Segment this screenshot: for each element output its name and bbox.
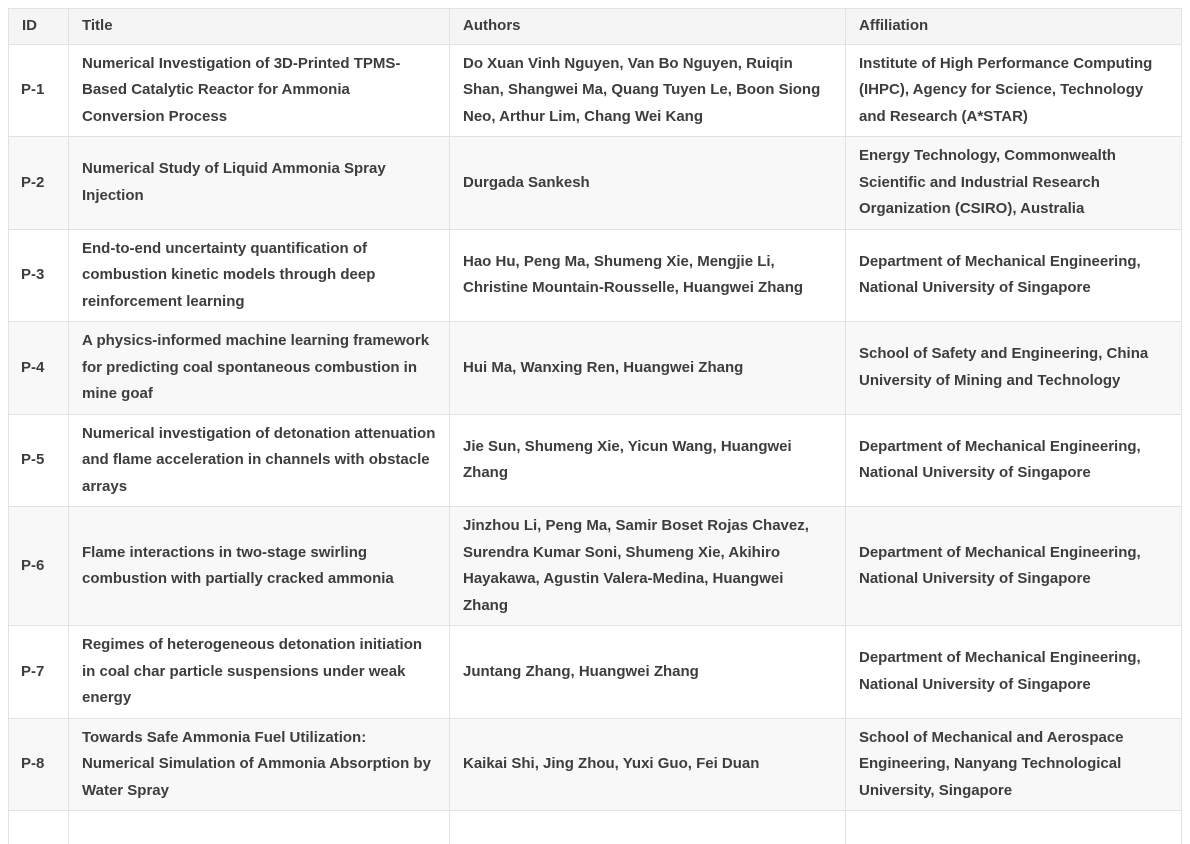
paper-id: P-5 [9,414,69,507]
table-row [9,626,1182,719]
paper-affiliation: Department of Mechanical Engineering, National University of Singapore [846,229,1182,322]
col-header-id: ID [9,9,69,45]
paper-affiliation: Department of Mechanical Engineering, National University of Singapore [846,507,1182,626]
paper-authors: Hui Ma, Wanxing Ren, Huangwei Zhang [450,322,846,415]
col-header-title: Title [69,9,450,45]
paper-title: Numerical investigation of detonation attenuation and flame acceleration in channels with obstacle arrays [69,414,450,507]
paper-id: P-1 [9,44,69,137]
paper-authors: Kaikai Shi, Jing Zhou, Yuxi Guo, Fei Duan [450,718,846,811]
paper-id: P-4 [9,322,69,415]
table-row [9,718,1182,811]
col-header-affiliation: Affiliation [846,9,1182,45]
paper-authors: Juntang Zhang, Huangwei Zhang [450,626,846,719]
paper-id: P-2 [9,137,69,230]
paper-affiliation: School of Safety and Engineering, China University of Mining and Technology [846,322,1182,415]
table-row [9,507,1182,626]
paper-authors: Hao Hu, Peng Ma, Shumeng Xie, Mengjie Li, Christine Mountain-Rousselle, Huangwei Zhang [450,229,846,322]
paper-authors: Jie Sun, Shumeng Xie, Yicun Wang, Huangwei Zhang [450,414,846,507]
table-row-partial [9,811,1182,844]
table-row [9,229,1182,322]
paper-title: Towards Safe Ammonia Fuel Utilization: Numerical Simulation of Ammonia Absorption by Water Spray [69,718,450,811]
paper-id [9,811,69,844]
paper-id: P-8 [9,718,69,811]
paper-title: Flame interactions in two-stage swirling combustion with partially cracked ammonia [69,507,450,626]
paper-affiliation: Energy Technology, Commonwealth Scientific and Industrial Research Organization (CSIRO), Australia [846,137,1182,230]
papers-table [8,8,1182,844]
table-row [9,137,1182,230]
paper-affiliation: Department of Mechanical Engineering, National University of Singapore [846,626,1182,719]
paper-id: P-6 [9,507,69,626]
paper-affiliation [846,811,1182,844]
paper-authors: Jinzhou Li, Peng Ma, Samir Boset Rojas Chavez, Surendra Kumar Soni, Shumeng Xie, Akihiro Hayakawa, Agustin Valera-Medina, Huangwei Zhang [450,507,846,626]
col-header-authors: Authors [450,9,846,45]
paper-authors: Do Xuan Vinh Nguyen, Van Bo Nguyen, Ruiqin Shan, Shangwei Ma, Quang Tuyen Le, Boon Siong Neo, Arthur Lim, Chang Wei Kang [450,44,846,137]
table-row [9,44,1182,137]
paper-authors [450,811,846,844]
header-row [9,9,1182,45]
paper-affiliation: Institute of High Performance Computing (IHPC), Agency for Science, Technology and Research (A*STAR) [846,44,1182,137]
paper-title: A physics-informed machine learning framework for predicting coal spontaneous combustion in mine goaf [69,322,450,415]
paper-id: P-3 [9,229,69,322]
paper-affiliation: School of Mechanical and Aerospace Engineering, Nanyang Technological University, Singapore [846,718,1182,811]
paper-title: End-to-end uncertainty quantification of combustion kinetic models through deep reinforcement learning [69,229,450,322]
paper-id: P-7 [9,626,69,719]
table-body [9,44,1182,844]
table-row [9,414,1182,507]
paper-title: Numerical Investigation of 3D-Printed TPMS-Based Catalytic Reactor for Ammonia Conversion Process [69,44,450,137]
paper-title: Numerical Study of Liquid Ammonia Spray Injection [69,137,450,230]
paper-title: Regimes of heterogeneous detonation initiation in coal char particle suspensions under weak energy [69,626,450,719]
paper-authors: Durgada Sankesh [450,137,846,230]
paper-title [69,811,450,844]
paper-affiliation: Department of Mechanical Engineering, National University of Singapore [846,414,1182,507]
table-header [9,9,1182,45]
table-row [9,322,1182,415]
